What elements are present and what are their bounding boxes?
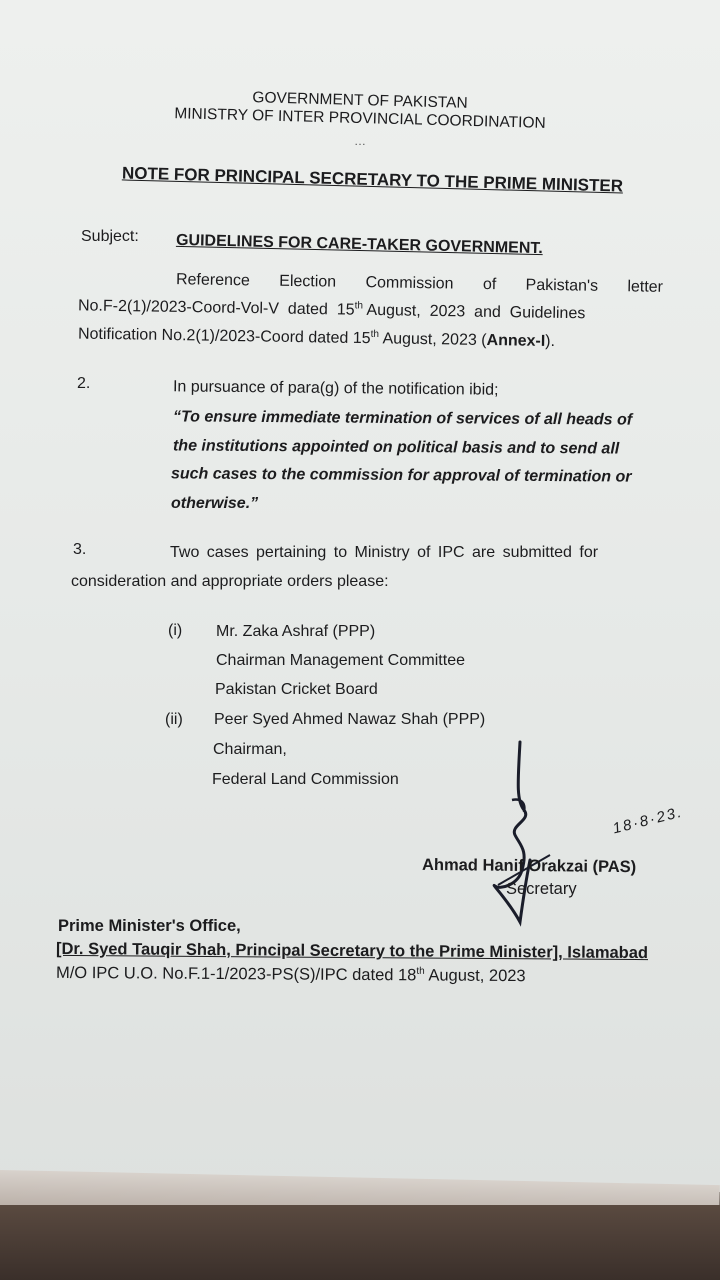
header-ministry: MINISTRY OF INTER PROVINCIAL COORDINATION bbox=[174, 105, 546, 132]
case-line: Chairman Management Committee bbox=[216, 652, 465, 669]
superscript: th bbox=[370, 328, 380, 340]
para3-number: 3. bbox=[73, 541, 87, 558]
annex-reference: Annex-I bbox=[486, 332, 546, 350]
footer-reference-date: August, 2023 bbox=[424, 966, 526, 986]
para1-word: letter bbox=[627, 278, 664, 296]
para3-line1: Two cases pertaining to Ministry of IPC are submitted for bbox=[170, 544, 599, 561]
quote-line: such cases to the commission for approval of termination or bbox=[170, 465, 632, 486]
header-government: GOVERNMENT OF PAKISTAN bbox=[252, 89, 468, 112]
quote-line: otherwise.” bbox=[171, 495, 259, 512]
para1-line3-end: ). bbox=[545, 332, 556, 351]
handwritten-signature bbox=[490, 740, 610, 930]
quote-line: the institutions appointed on political basis and to send all bbox=[172, 437, 620, 458]
desk-surface bbox=[0, 1205, 720, 1280]
footer-reference bbox=[56, 963, 526, 986]
subject-text: GUIDELINES FOR CARE-TAKER GOVERNMENT. bbox=[175, 231, 543, 258]
handwritten-date: 18·8·23. bbox=[611, 803, 685, 838]
signatory-title: Secretary bbox=[506, 880, 577, 898]
signatory-name: Ahmad Hanif Orakzai (PAS) bbox=[421, 855, 637, 877]
para1-word: of bbox=[482, 275, 497, 294]
para1-line3-text: Notification No.2(1)/2023-Coord dated 15 bbox=[77, 325, 371, 348]
footer-addressee: [Dr. Syed Tauqir Shah, Principal Secretary to the Prime Minister], Islamabad bbox=[55, 939, 649, 963]
case-line: Federal Land Commission bbox=[212, 771, 399, 788]
note-title: NOTE FOR PRINCIPAL SECRETARY TO THE PRIME MINISTER bbox=[121, 163, 624, 196]
case-line: Chairman, bbox=[213, 741, 287, 758]
footer-recipient-office: Prime Minister's Office, bbox=[58, 917, 241, 935]
subject-label: Subject: bbox=[81, 228, 139, 245]
quote-line: “To ensure immediate termination of services of all heads of bbox=[172, 408, 633, 429]
case-marker: (ii) bbox=[165, 711, 183, 728]
case-line: Pakistan Cricket Board bbox=[215, 681, 378, 698]
para1-word: Pakistan's bbox=[525, 276, 599, 295]
superscript: th bbox=[354, 300, 364, 312]
para2-intro: In pursuance of para(g) of the notification ibid; bbox=[172, 378, 499, 399]
footer-reference-text: M/O IPC U.O. No.F.1-1/2023-PS(S)/IPC dated 18 bbox=[55, 963, 417, 985]
superscript: th bbox=[416, 965, 425, 977]
case-line: Peer Syed Ahmed Nawaz Shah (PPP) bbox=[214, 711, 486, 728]
header-dots: … bbox=[354, 134, 366, 148]
para2-number: 2. bbox=[77, 375, 91, 392]
case-line: Mr. Zaka Ashraf (PPP) bbox=[216, 623, 376, 640]
para3-line2: consideration and appropriate orders please: bbox=[71, 573, 389, 590]
para1-word: Reference bbox=[175, 271, 250, 290]
para1-line2-text: No.F-2(1)/2023-Coord-Vol-V dated 15 bbox=[77, 297, 355, 319]
para1-line2-text-b: August, 2023 and Guidelines bbox=[362, 301, 586, 323]
case-marker: (i) bbox=[168, 622, 183, 639]
para1-word: Election bbox=[279, 272, 337, 291]
para1-line3-text-b: August, 2023 ( bbox=[378, 330, 487, 349]
para1-word: Commission bbox=[365, 274, 454, 293]
